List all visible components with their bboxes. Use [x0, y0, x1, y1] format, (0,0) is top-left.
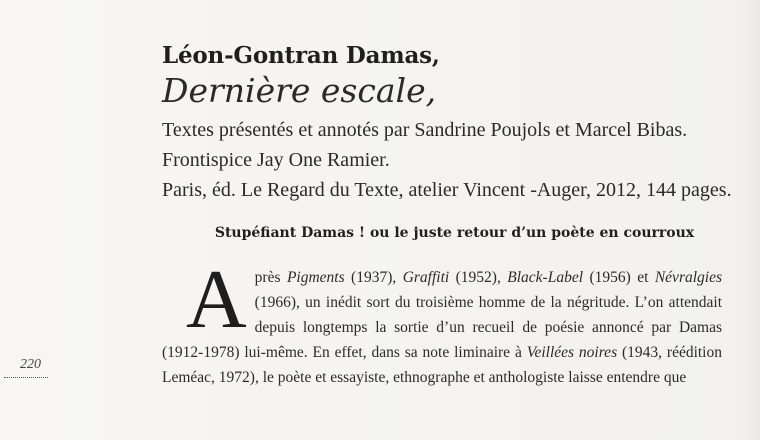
review-body: [162, 253, 722, 390]
drop-cap: A: [186, 253, 247, 346]
review-title: Stupéfiant Damas ! ou le juste retour d’un poète en courroux: [214, 225, 695, 241]
bibliographic-line-frontispiece: Frontispice Jay One Ramier.: [162, 149, 390, 171]
page-number-leader: [4, 377, 48, 378]
page-edge-shadow: [738, 0, 760, 440]
book-title-pigments: Pigments: [286, 269, 345, 286]
page-number: 220: [20, 357, 41, 372]
body-segment: (1937),: [344, 269, 403, 286]
author-name: Léon-Gontran Damas,: [162, 42, 440, 69]
book-title-graffiti: Graffiti: [402, 269, 450, 286]
body-segment: (1943, réédition Leméac, 1972), le poète et essayiste, ethnographe et anthologiste laisse entendre que: [162, 344, 722, 386]
body-segment: (1966), un inédit sort du troisième homme de la négritude. L’on attendait depuis longtemps la sortie d’un recueil de poésie annoncé par Damas (1912-1978) lui-même. En effet, dans sa note liminaire à: [162, 294, 722, 361]
body-segment: (1956) et: [583, 269, 655, 286]
book-title: Dernière escale,: [162, 71, 437, 110]
body-segment: près: [254, 269, 287, 286]
bibliographic-line-editors: Textes présentés et annotés par Sandrine Poujols et Marcel Bibas.: [162, 119, 688, 141]
book-title-veillees-noires: Veillées noires: [526, 344, 618, 361]
book-title-nevralgies: Névralgies: [654, 269, 722, 286]
bibliographic-line-publisher: Paris, éd. Le Regard du Texte, atelier Vincent -Auger, 2012, 144 pages.: [162, 179, 732, 201]
body-segment: (1952),: [449, 269, 508, 286]
book-title-black-label: Black-Label: [507, 269, 584, 286]
